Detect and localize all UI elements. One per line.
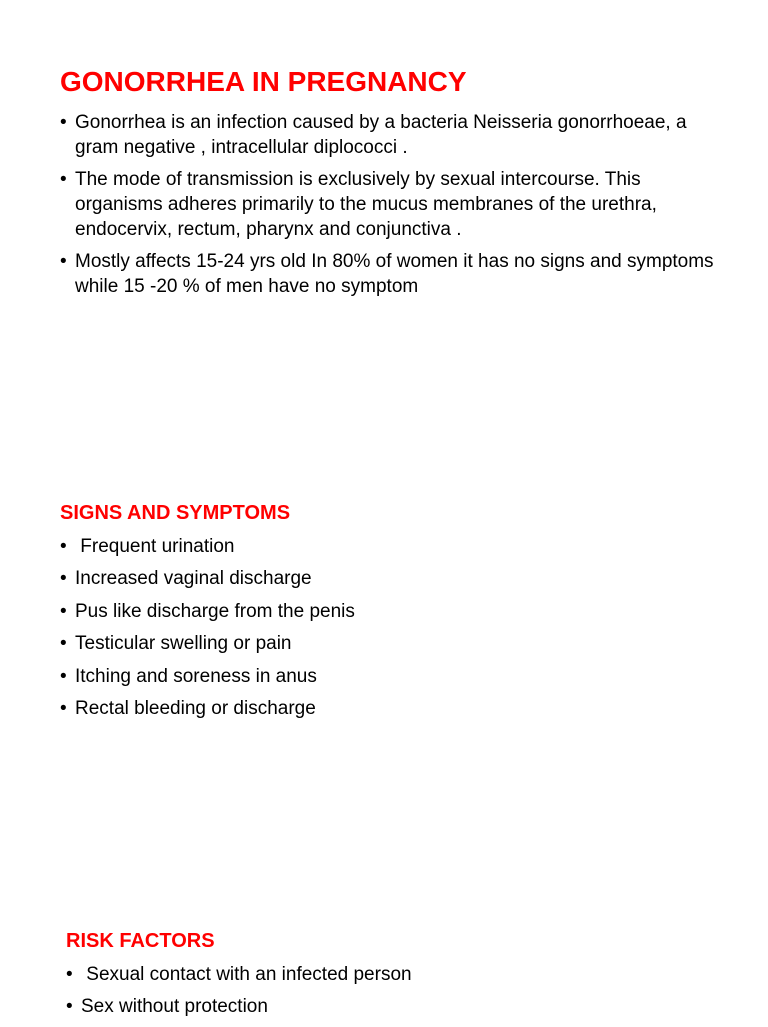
slide-title: GONORRHEA IN PREGNANCY: [60, 66, 467, 97]
bullet-text: The mode of transmission is exclusively by sexual intercourse. This organisms adheres primarily to the mucus membranes of the urethra, endocervix, rectum, pharynx and conjunctiva .: [75, 169, 657, 240]
list-item: [60, 167, 730, 242]
bullet-icon: •: [60, 112, 67, 133]
bullet-icon: •: [66, 964, 73, 985]
slide-gonorrhea-in-pregnancy: [0, 0, 768, 480]
bullet-icon: •: [60, 665, 67, 687]
bullet-text: Frequent urination: [75, 536, 235, 557]
bullet-text: Rectal bleeding or discharge: [75, 697, 316, 719]
list-item: [60, 664, 700, 689]
bullet-text: Itching and soreness in anus: [75, 665, 317, 687]
bullet-list: [60, 534, 700, 728]
bullet-text: Testicular swelling or pain: [75, 633, 292, 655]
bullet-icon: •: [66, 996, 73, 1018]
bullet-icon: •: [60, 697, 67, 719]
slide-risk-factors: [0, 900, 768, 1024]
bullet-text: Sex without protection: [81, 996, 268, 1018]
slide-title: RISK FACTORS: [66, 930, 215, 952]
slide-signs-and-symptoms: [0, 480, 768, 900]
slide-title: SIGNS AND SYMPTOMS: [60, 502, 291, 524]
bullet-icon: •: [60, 251, 67, 272]
list-item: [60, 599, 700, 624]
list-item: [60, 249, 730, 299]
list-item: [60, 110, 730, 160]
bullet-icon: •: [60, 600, 67, 622]
bullet-icon: •: [60, 536, 67, 557]
bullet-text: Pus like discharge from the penis: [75, 600, 355, 622]
list-item: [60, 696, 700, 721]
bullet-list: [66, 962, 706, 1027]
bullet-text: Gonorrhea is an infection caused by a bacteria Neisseria gonorrhoeae, a gram negative , intracellular diplococci .: [75, 112, 687, 158]
bullet-icon: •: [60, 169, 67, 190]
list-item: [66, 994, 706, 1019]
list-item: [60, 566, 700, 591]
list-item: [66, 962, 706, 987]
bullet-text: Mostly affects 15-24 yrs old In 80% of women it has no signs and symptoms while 15 -20 % of men have no symptom: [75, 251, 714, 297]
bullet-text: Sexual contact with an infected person: [81, 964, 412, 985]
list-item: [60, 631, 700, 656]
bullet-text: Increased vaginal discharge: [75, 568, 312, 590]
bullet-icon: •: [60, 568, 67, 590]
bullet-icon: •: [60, 633, 67, 655]
bullet-list: [60, 110, 730, 306]
list-item: [60, 534, 700, 559]
